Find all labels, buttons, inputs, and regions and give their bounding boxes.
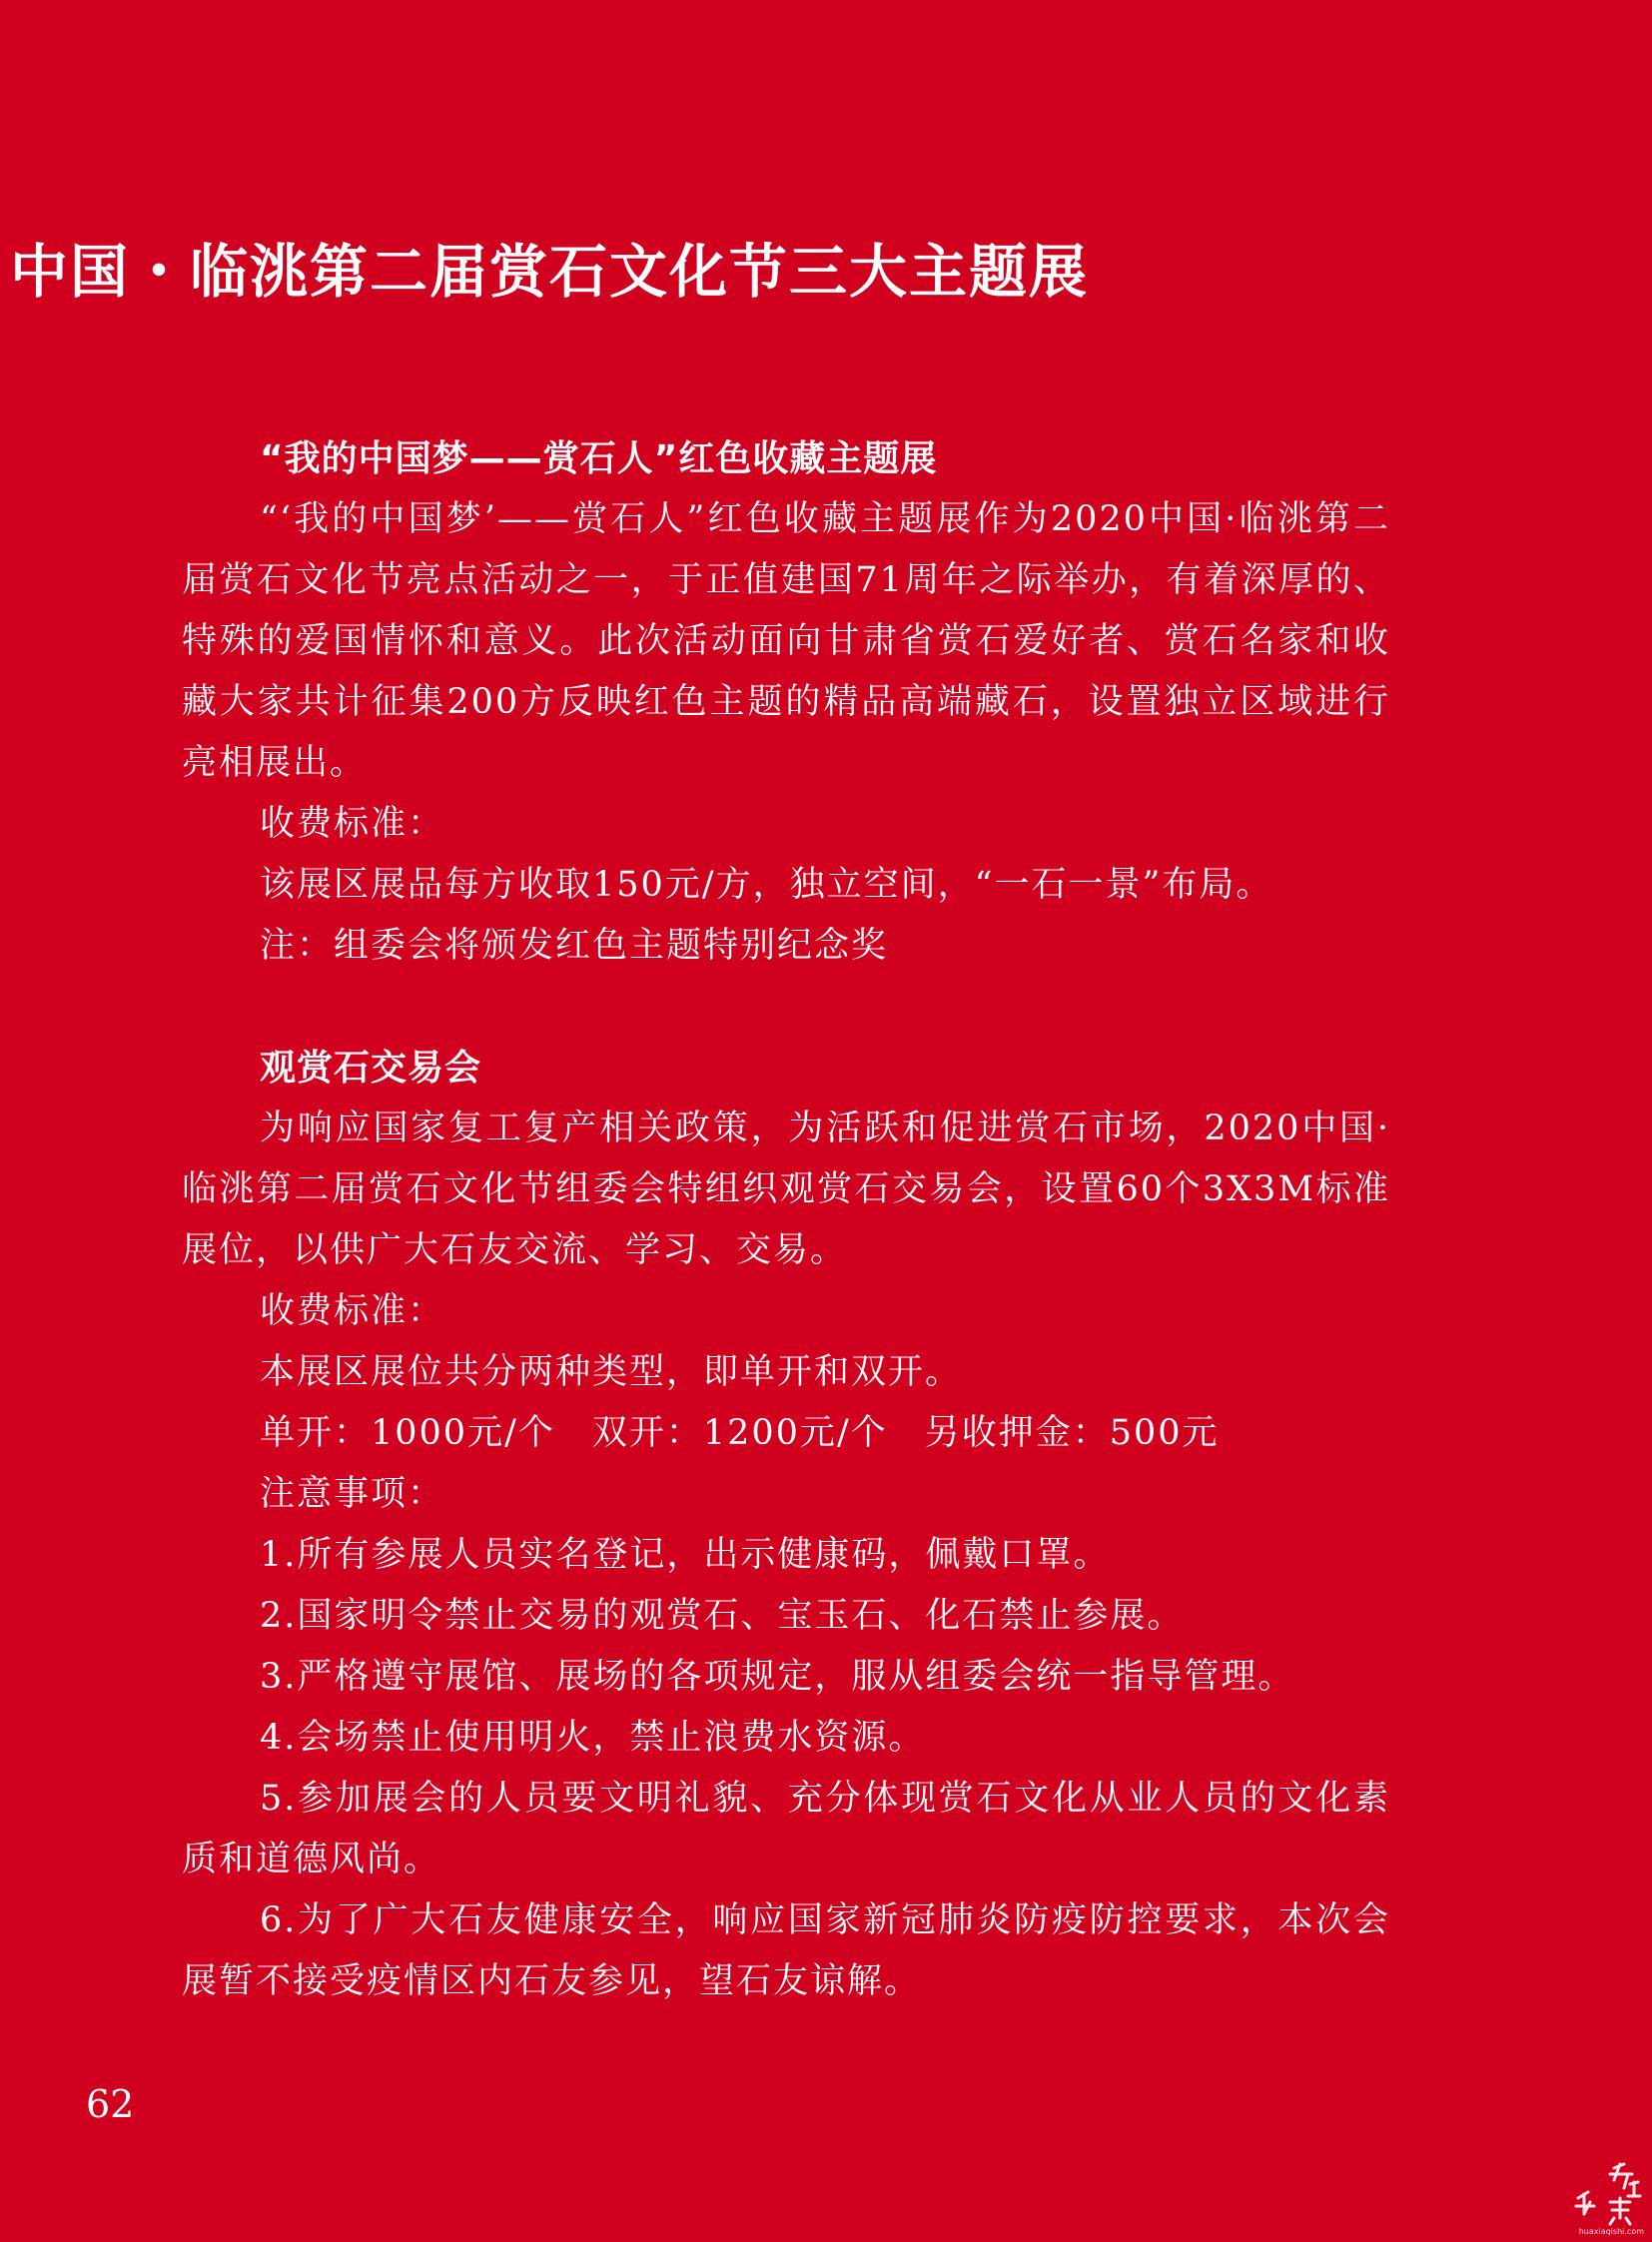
section-heading-stone-fair: 观赏石交易会 [260,1048,482,1089]
page-number: 62 [86,2082,135,2126]
notice-item: 1.所有参展人员实名登记，出示健康码，佩戴口罩。 [260,1535,1111,1575]
watermark-text: huaxiaqishi.com [1578,2227,1644,2236]
notice-item: 6.为了广大石友健康安全，响应国家新冠肺炎防疫防控要求，本次会展暂不接受疫情区内石友参见，望石友谅解。 [182,1900,1390,2001]
notice-label: 注意事项： [260,1474,445,1514]
booth-types: 本展区展位共分两种类型，即单开和双开。 [260,1352,963,1392]
article-body [182,429,1390,2012]
notice-item: 3.严格遵守展馆、展场的各项规定，服从组委会统一指导管理。 [260,1657,1295,1697]
notice-item: 2.国家明令禁止交易的观赏石、宝玉石、化石禁止参展。 [260,1596,1185,1636]
notice-item: 4.会场禁止使用明火，禁止浪费水资源。 [260,1718,926,1758]
fee-label: 收费标准： [260,1291,445,1331]
section-heading-red-collection: “我的中国梦——赏石人”红色收藏主题展 [260,438,938,479]
section-paragraph: 为响应国家复工复产相关政策，为活跃和促进赏石市场，2020中国·临洮第二届赏石文化节组委会特组织观赏石交易会，设置60个3X3M标准展位，以供广大石友交流、学习、交易。 [182,1109,1390,1270]
notice-item: 5.参加展会的人员要文明礼貌、充分体现赏石文化从业人员的文化素质和道德风尚。 [182,1779,1390,1879]
fee-text: 该展区展品每方收取150元/方，独立空间，“一石一景”布局。 [260,865,1273,905]
booth-prices: 单开：1000元/个 双开：1200元/个 另收押金：500元 [260,1413,1220,1453]
page-title: 中国・临洮第二届赏石文化节三大主题展 [9,238,1089,306]
section-gap [182,977,1390,1039]
award-note: 注：组委会将颁发红色主题特别纪念奖 [260,926,889,966]
site-logo-icon [1570,2158,1646,2234]
section-paragraph: “‘我的中国梦’——赏石人”红色收藏主题展作为2020中国·临洮第二届赏石文化节亮点活动之一，于正值建国71周年之际举办，有着深厚的、特殊的爱国情怀和意义。此次活动面向甘肃省赏石爱好者、赏石名家和收藏大家共计征集200方反映红色主题的精品高端藏石，设置独立区域进行亮相展出。 [182,499,1390,783]
fee-label: 收费标准： [260,804,445,844]
